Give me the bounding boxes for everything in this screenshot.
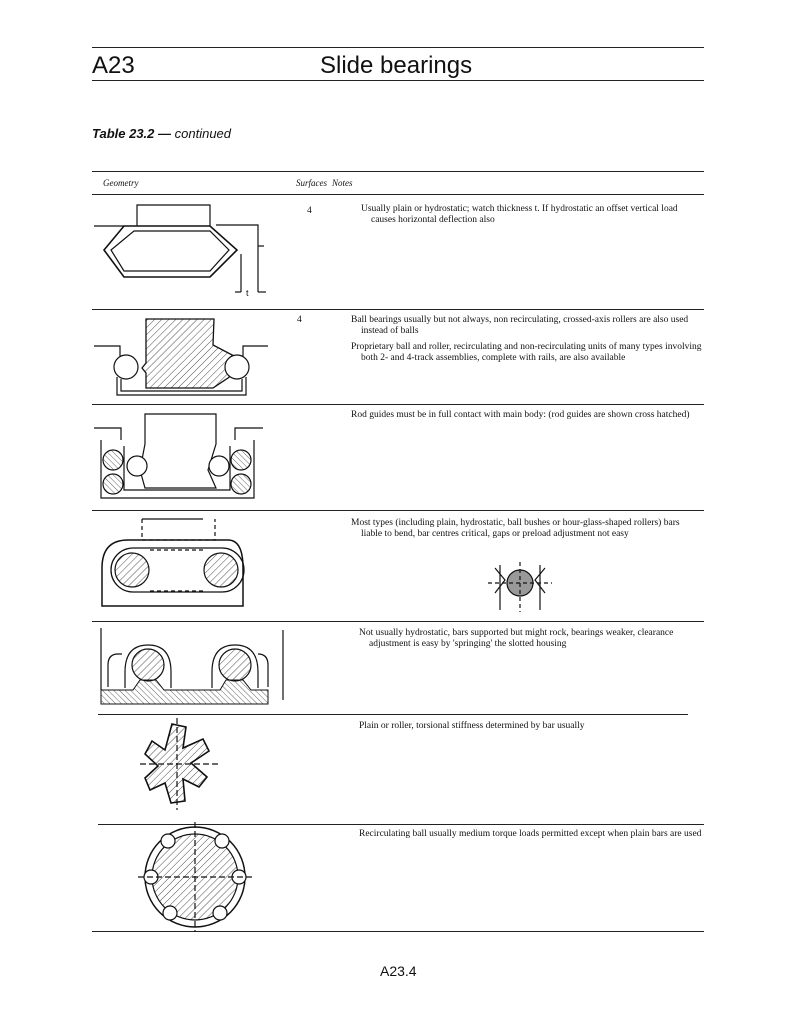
table-label: Table 23.2	[92, 126, 155, 141]
note-text: Most types (including plain, hydrostatic, ball bushes or hour-glass-shaped rollers) bars liable to bend, bar centres critical, gaps or preload adjustment not easy	[351, 518, 680, 539]
section-code: A23	[92, 52, 135, 79]
note-text: Not usually hydrostatic, bars supported but might rock, bearings weaker, clearance adjustment is easy by 'springing' the slotted housing	[359, 628, 674, 649]
figure-ball-spline	[138, 822, 252, 932]
figure-slotted-housing	[101, 628, 283, 704]
dimension-t-label: t	[246, 288, 249, 298]
col-header-notes: Notes	[332, 178, 353, 188]
note-text: Rod guides must be in full contact with main body: (rod guides are shown cross hatched)	[351, 410, 690, 420]
note-text: Usually plain or hydrostatic; watch thickness t. If hydrostatic an offset vertical load causes horizontal deflection also	[361, 204, 678, 225]
col-header-geometry: Geometry	[103, 178, 139, 188]
note-text: Proprietary ball and roller, recirculating and non-recirculating units of many types involving both 2- and 4-track assemblies, complete with rails, are also available	[351, 342, 702, 363]
surfaces-value: 4	[307, 206, 312, 216]
table-caption: Table 23.2 — continued	[92, 126, 232, 141]
note-text: Plain or roller, torsional stiffness determined by bar usually	[359, 721, 585, 731]
table-continued: continued	[174, 126, 232, 141]
surfaces-value: 4	[297, 315, 302, 325]
page-number: A23.4	[380, 963, 417, 979]
figure-ball-slide	[94, 319, 268, 395]
figure-rod-guide	[94, 414, 263, 498]
col-header-surfaces: Surfaces	[296, 178, 327, 188]
page-title: Slide bearings	[320, 52, 473, 79]
figure-hexagonal-slide	[94, 205, 266, 298]
figure-splined-shaft	[140, 718, 218, 810]
figure-two-bar-slide	[102, 519, 552, 612]
note-text: Recirculating ball usually medium torque loads permitted except when plain bars are used	[359, 829, 702, 839]
note-text: Ball bearings usually but not always, non recirculating, crossed-axis rollers are also used instead of balls	[351, 315, 689, 336]
